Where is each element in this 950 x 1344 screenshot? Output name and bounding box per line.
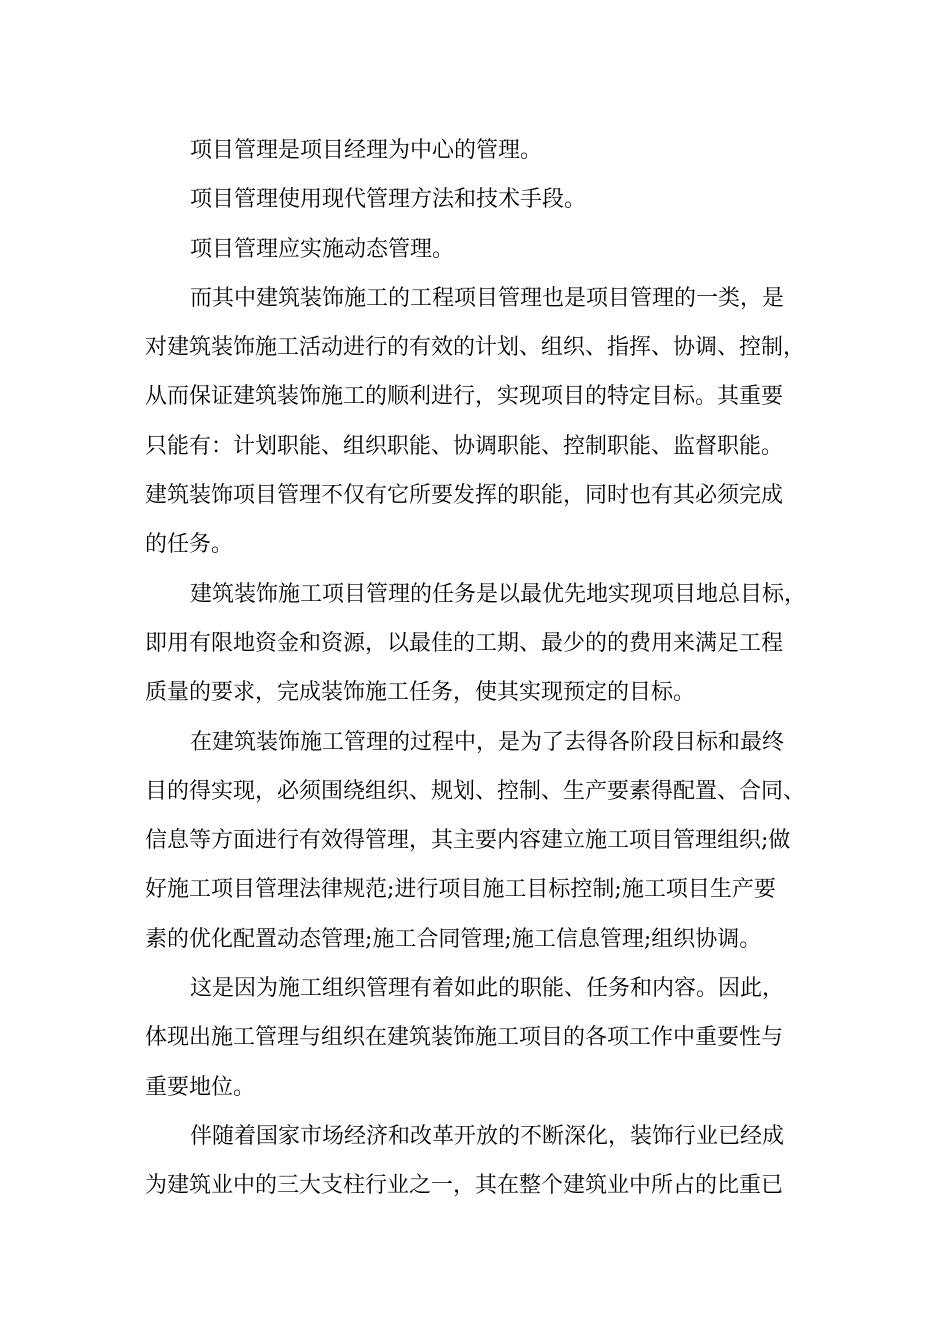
- text-line: 的任务。: [145, 532, 234, 558]
- text-line: 伴随着国家市场经济和改革开放的不断深化，装饰行业已经成: [190, 1123, 785, 1149]
- paragraph-1: [145, 126, 810, 175]
- text-line: 这是因为施工组织管理有着如此的职能、任务和内容。因此，: [190, 976, 785, 1002]
- text-line: 即用有限地资金和资源，以最佳的工期、最少的的费用来满足工程: [145, 630, 784, 656]
- text-line: 项目管理使用现代管理方法和技术手段。: [190, 187, 587, 213]
- paragraph-4: [145, 274, 810, 570]
- text-line: 只能有：计划职能、组织职能、协调职能、控制职能、监督职能。: [145, 433, 784, 459]
- text-line: 信息等方面进行有效得管理，其主要内容建立施工项目管理组织;做: [145, 828, 791, 854]
- text-line: 建筑装饰项目管理不仅有它所要发挥的职能，同时也有其必须完成: [145, 483, 784, 509]
- text-line: 重要地位。: [145, 1074, 256, 1100]
- paragraph-5: [145, 570, 810, 718]
- text-line: 对建筑装饰施工活动进行的有效的计划、组织、指挥、协调、控制，: [145, 335, 806, 361]
- text-line: 体现出施工管理与组织在建筑装饰施工项目的各项工作中重要性与: [145, 1025, 784, 1051]
- text-line: 在建筑装饰施工管理的过程中，是为了去得各阶段目标和最终: [190, 729, 785, 755]
- paragraph-8: [145, 1112, 810, 1211]
- text-line: 质量的要求，完成装饰施工任务，使其实现预定的目标。: [145, 680, 696, 706]
- text-line: 素的优化配置动态管理;施工合同管理;施工信息管理;组织协调。: [145, 926, 762, 952]
- paragraph-3: [145, 225, 810, 274]
- document-body: [145, 126, 810, 1211]
- paragraph-7: [145, 964, 810, 1112]
- text-line: 目的得实现，必须围绕组织、规划、控制、生产要素得配置、合同、: [145, 778, 806, 804]
- paragraph-6: [145, 718, 810, 964]
- text-line: 为建筑业中的三大支柱行业之一，其在整个建筑业中所占的比重已: [145, 1173, 784, 1199]
- text-line: 而其中建筑装饰施工的工程项目管理也是项目管理的一类，是: [190, 285, 785, 311]
- text-line: 建筑装饰施工项目管理的任务是以最优先地实现项目地总目标，: [190, 581, 807, 607]
- text-line: 从而保证建筑装饰施工的顺利进行，实现项目的特定目标。其重要: [145, 384, 784, 410]
- text-line: 项目管理是项目经理为中心的管理。: [190, 138, 543, 163]
- paragraph-2: [145, 175, 810, 224]
- text-line: 好施工项目管理法律规范;进行项目施工目标控制;施工项目生产要: [145, 877, 776, 903]
- text-line: 项目管理应实施动态管理。: [190, 236, 455, 262]
